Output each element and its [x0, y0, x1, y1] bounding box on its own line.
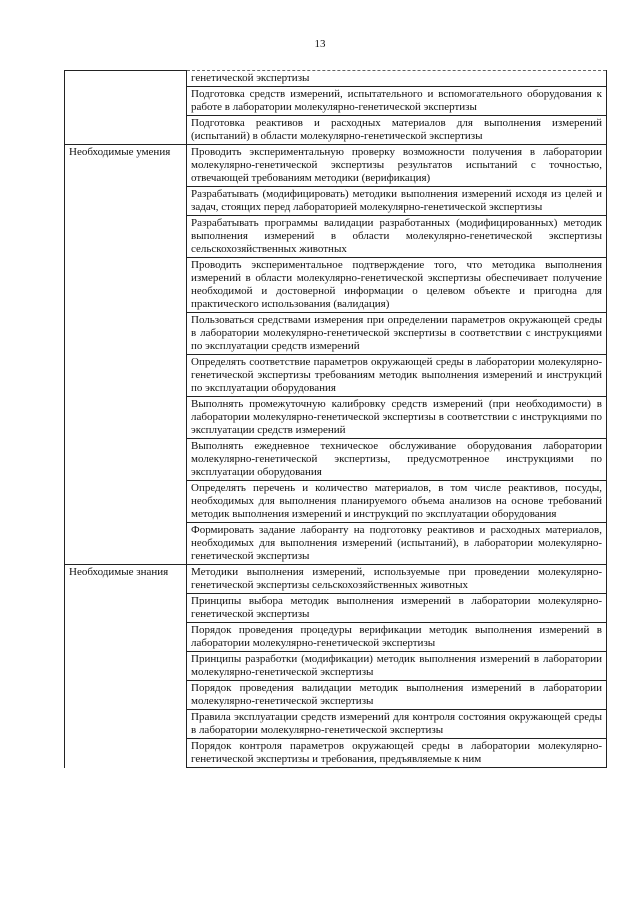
requirement-item-cell	[187, 87, 607, 116]
requirement-item-text: Принципы выбора методик выполнения измерений в лаборатории молекулярно-генетической экспертизы	[191, 595, 602, 620]
requirement-item-cell	[187, 652, 607, 681]
requirement-item-text: Порядок проведения процедуры верификации методик выполнения измерений в лаборатории молекулярно-генетической экспертизы	[191, 624, 602, 649]
requirement-item-text: Выполнять промежуточную калибровку средств измерений (при необходимости) в лаборатории молекулярно-генетической экспертизы в соответствии с инструкциями по эксплуатации средств измерений	[191, 398, 602, 436]
page-number: 13	[314, 38, 326, 50]
requirement-item-text: Формировать задание лаборанту на подготовку реактивов и расходных материалов, необходимых для выполнения измерений (испытаний), в лаборатории молекулярно-генетической экспертизы	[191, 524, 602, 562]
requirement-item-text: Разрабатывать (модифицировать) методики выполнения измерений исходя из целей и задач, стоящих перед лабораторией молекулярно-генетической экспертизы	[191, 188, 602, 213]
requirements-table	[64, 70, 607, 768]
requirement-item-cell	[187, 187, 607, 216]
requirement-item-text: Порядок контроля параметров окружающей среды в лаборатории молекулярно-генетической экспертизы и требования, предъявляемые к ним	[191, 740, 602, 765]
requirement-item-text: Принципы разработки (модификации) методик выполнения измерений в лаборатории молекулярно-генетической экспертизы	[191, 653, 602, 678]
requirement-item-cell	[187, 623, 607, 652]
requirement-item-cell	[187, 739, 607, 768]
requirement-item-cell	[187, 439, 607, 481]
section-label	[65, 71, 187, 145]
requirement-item-text: Правила эксплуатации средств измерений для контроля состояния окружающей среды в лаборатории молекулярно-генетической экспертизы	[191, 711, 602, 736]
table-row	[65, 565, 607, 594]
requirement-item-text: Порядок проведения валидации методик выполнения измерений в лаборатории молекулярно-генетической экспертизы	[191, 682, 602, 707]
table-row	[65, 145, 607, 187]
table-row	[65, 71, 607, 87]
requirement-item-text: Проводить экспериментальное подтверждение того, что методика выполнения измерений в области молекулярно-генетической экспертизы обеспечивает получение необходимой и достоверной информации о целевом объекте и пригодна для практического использования (валидация)	[191, 259, 602, 310]
requirement-item-text: Выполнять ежедневное техническое обслуживание оборудования лаборатории молекулярно-генетической экспертизы, предусмотренное инструкциями по эксплуатации оборудования	[191, 440, 602, 478]
requirement-item-cell	[187, 116, 607, 145]
requirement-item-text: генетической экспертизы	[191, 72, 310, 84]
requirement-item-cell	[187, 71, 607, 87]
requirement-item-text: Подготовка средств измерений, испытательного и вспомогательного оборудования к работе в лаборатории молекулярно-генетической экспертизы	[191, 88, 602, 113]
requirement-item-text: Определять перечень и количество материалов, в том числе реактивов, посуды, необходимых для выполнения планируемого объема анализов на основе требований методик выполнения измерений и инструкций по эксплуатации оборудования	[191, 482, 602, 520]
requirement-item-text: Проводить экспериментальную проверку возможности получения в лаборатории молекулярно-генетической экспертизы результатов испытаний с точностью, отвечающей требованиям методики (верификация)	[191, 146, 602, 184]
requirement-item-cell	[187, 681, 607, 710]
requirement-item-text: Подготовка реактивов и расходных материалов для выполнения измерений (испытаний) в области молекулярно-генетической экспертизы	[191, 117, 602, 142]
requirement-item-cell	[187, 594, 607, 623]
requirement-item-cell	[187, 565, 607, 594]
section-label: Необходимые знания	[65, 565, 187, 768]
requirement-item-cell	[187, 523, 607, 565]
requirement-item-text: Разрабатывать программы валидации разработанных (модифицированных) методик выполнения измерений в области молекулярно-генетической экспертизы сельскохозяйственных животных	[191, 217, 602, 255]
requirement-item-cell	[187, 258, 607, 313]
requirement-item-cell	[187, 397, 607, 439]
table-body	[65, 71, 607, 768]
requirement-item-text: Определять соответствие параметров окружающей среды в лаборатории молекулярно-генетической экспертизы требованиям методик выполнения измерений и инструкций по эксплуатации оборудования	[191, 356, 602, 394]
requirement-item-text: Пользоваться средствами измерения при определении параметров окружающей среды в лаборатории молекулярно-генетической экспертизы в соответствии с инструкциями по эксплуатации средств измерений	[191, 314, 602, 352]
requirement-item-cell	[187, 355, 607, 397]
requirement-item-cell	[187, 710, 607, 739]
requirement-item-text: Методики выполнения измерений, используемые при проведении молекулярно-генетической экспертизы сельскохозяйственных животных	[191, 566, 602, 591]
requirement-item-cell	[187, 216, 607, 258]
requirement-item-cell	[187, 313, 607, 355]
requirement-item-cell	[187, 145, 607, 187]
section-label: Необходимые умения	[65, 145, 187, 565]
requirement-item-cell	[187, 481, 607, 523]
